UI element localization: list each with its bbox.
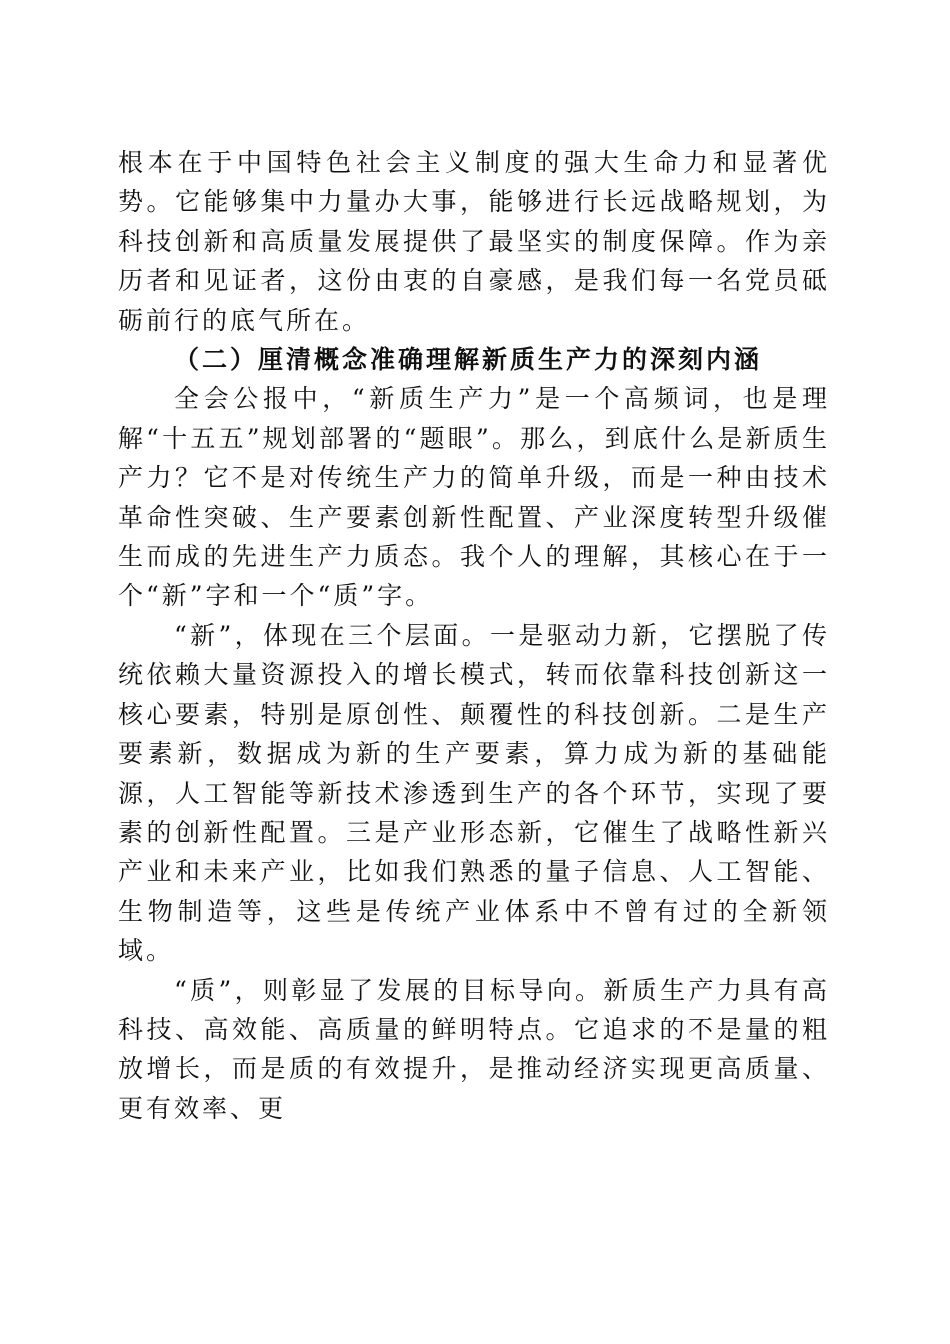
paragraph-continuation: 根本在于中国特色社会主义制度的强大生命力和显著优势。它能够集中力量办大事，能够进行长远战略规划，为科技创新和高质量发展提供了最坚实的制度保障。作为亲历者和见证者，这份由衷的自豪感，是我们每一名党员砥砺前行的底气所在。 [118,148,830,335]
section-heading: （二）厘清概念准确理解新质生产力的深刻内涵 [174,345,763,375]
document-body [118,143,830,1128]
paragraph: “质”，则彰显了发展的目标导向。新质生产力具有高科技、高效能、高质量的鲜明特点。它追求的不是量的粗放增长，而是质的有效提升，是推动经济实现更高质量、更有效率、更 [118,975,830,1123]
paragraph: “新”，体现在三个层面。一是驱动力新，它摆脱了传统依赖大量资源投入的增长模式，转而依靠科技创新这一核心要素，特别是原创性、颠覆性的科技创新。二是生产要素新，数据成为新的生产要素，算力成为新的基础能源，人工智能等新技术渗透到生产的各个环节，实现了要素的创新性配置。三是产业形态新，它催生了战略性新兴产业和未来产业，比如我们熟悉的量子信息、人工智能、生物制造等，这些是传统产业体系中不曾有过的全新领域。 [118,620,830,966]
paragraph: 全会公报中，“新质生产力”是一个高频词，也是理解“十五五”规划部署的“题眼”。那么，到底什么是新质生产力？它不是对传统生产力的简单升级，而是一种由技术革命性突破、生产要素创新性配置、产业深度转型升级催生而成的先进生产力质态。我个人的理解，其核心在于一个“新”字和一个“质”字。 [118,384,830,611]
